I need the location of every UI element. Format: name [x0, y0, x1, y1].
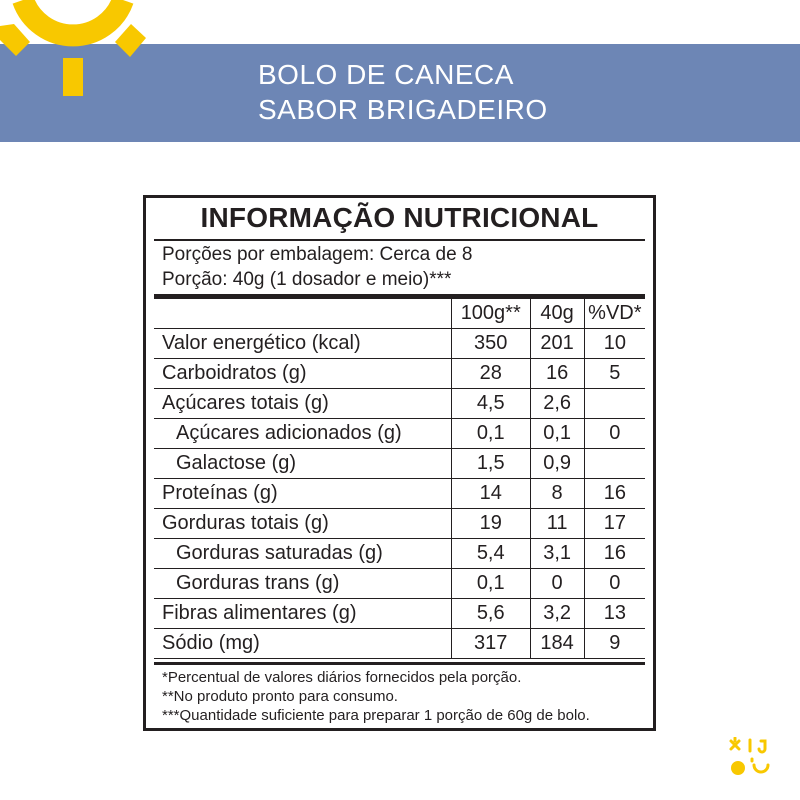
- value-100g: 0,1: [451, 419, 530, 449]
- nutrient-name: Açúcares adicionados (g): [154, 419, 451, 449]
- serving-size: Porção: 40g (1 dosador e meio)***: [162, 269, 452, 290]
- value-40g: 201: [530, 329, 584, 359]
- divider: [154, 662, 645, 665]
- value-100g: 5,4: [451, 539, 530, 569]
- table-row: [154, 629, 645, 659]
- product-title: BOLO DE CANECA: [258, 59, 514, 90]
- value-100g: 1,5: [451, 449, 530, 479]
- table-row: [154, 479, 645, 509]
- value-vd: [584, 449, 645, 479]
- footnote-daily-values: *Percentual de valores diários fornecidos pela porção.: [162, 669, 522, 686]
- nutrient-name: Gorduras saturadas (g): [154, 539, 451, 569]
- divider: [154, 239, 645, 241]
- value-40g: 2,6: [530, 389, 584, 419]
- value-vd: 9: [584, 629, 645, 659]
- value-100g: 5,6: [451, 599, 530, 629]
- table-row: [154, 329, 645, 359]
- nutrition-title: INFORMAÇÃO NUTRICIONAL: [200, 202, 599, 233]
- nutrition-table: [154, 299, 645, 659]
- value-100g: 317: [451, 629, 530, 659]
- value-40g: 3,2: [530, 599, 584, 629]
- nutrient-name: Açúcares totais (g): [154, 389, 451, 419]
- value-40g: 11: [530, 509, 584, 539]
- table-row: [154, 449, 645, 479]
- value-40g: 0: [530, 569, 584, 599]
- nutrient-name: Valor energético (kcal): [154, 329, 451, 359]
- value-vd: 16: [584, 539, 645, 569]
- sun-icon: [0, 0, 150, 142]
- table-row: [154, 509, 645, 539]
- product-flavor: SABOR BRIGADEIRO: [258, 94, 548, 125]
- nutrient-name: Sódio (mg): [154, 629, 451, 659]
- value-vd: 0: [584, 569, 645, 599]
- column-header-100g: 100g**: [451, 299, 530, 329]
- column-header-empty: [154, 299, 451, 329]
- value-100g: 14: [451, 479, 530, 509]
- nutrient-name: Galactose (g): [154, 449, 451, 479]
- value-40g: 184: [530, 629, 584, 659]
- table-row: [154, 569, 645, 599]
- nutrient-name: Proteínas (g): [154, 479, 451, 509]
- value-100g: 350: [451, 329, 530, 359]
- column-header-40g: 40g: [530, 299, 584, 329]
- footnote-ready-product: **No produto pronto para consumo.: [162, 688, 398, 705]
- value-40g: 16: [530, 359, 584, 389]
- table-row: [154, 389, 645, 419]
- nutrient-name: Carboidratos (g): [154, 359, 451, 389]
- nutrient-name: Gorduras trans (g): [154, 569, 451, 599]
- nutrition-facts-box: [143, 195, 656, 731]
- value-40g: 3,1: [530, 539, 584, 569]
- value-40g: 8: [530, 479, 584, 509]
- value-vd: [584, 389, 645, 419]
- table-header-row: [154, 299, 645, 329]
- table-row: [154, 539, 645, 569]
- table-row: [154, 419, 645, 449]
- value-100g: 19: [451, 509, 530, 539]
- column-header-vd: %VD*: [584, 299, 645, 329]
- value-40g: 0,1: [530, 419, 584, 449]
- smiley-logo-icon: [728, 737, 774, 781]
- value-vd: 10: [584, 329, 645, 359]
- value-vd: 0: [584, 419, 645, 449]
- value-100g: 28: [451, 359, 530, 389]
- value-100g: 4,5: [451, 389, 530, 419]
- table-row: [154, 359, 645, 389]
- footnote-portion: ***Quantidade suficiente para preparar 1 porção de 60g de bolo.: [162, 707, 590, 724]
- value-100g: 0,1: [451, 569, 530, 599]
- value-40g: 0,9: [530, 449, 584, 479]
- nutrient-name: Fibras alimentares (g): [154, 599, 451, 629]
- nutrient-name: Gorduras totais (g): [154, 509, 451, 539]
- value-vd: 17: [584, 509, 645, 539]
- value-vd: 5: [584, 359, 645, 389]
- table-row: [154, 599, 645, 629]
- value-vd: 16: [584, 479, 645, 509]
- value-vd: 13: [584, 599, 645, 629]
- servings-per-package: Porções por embalagem: Cerca de 8: [162, 244, 473, 265]
